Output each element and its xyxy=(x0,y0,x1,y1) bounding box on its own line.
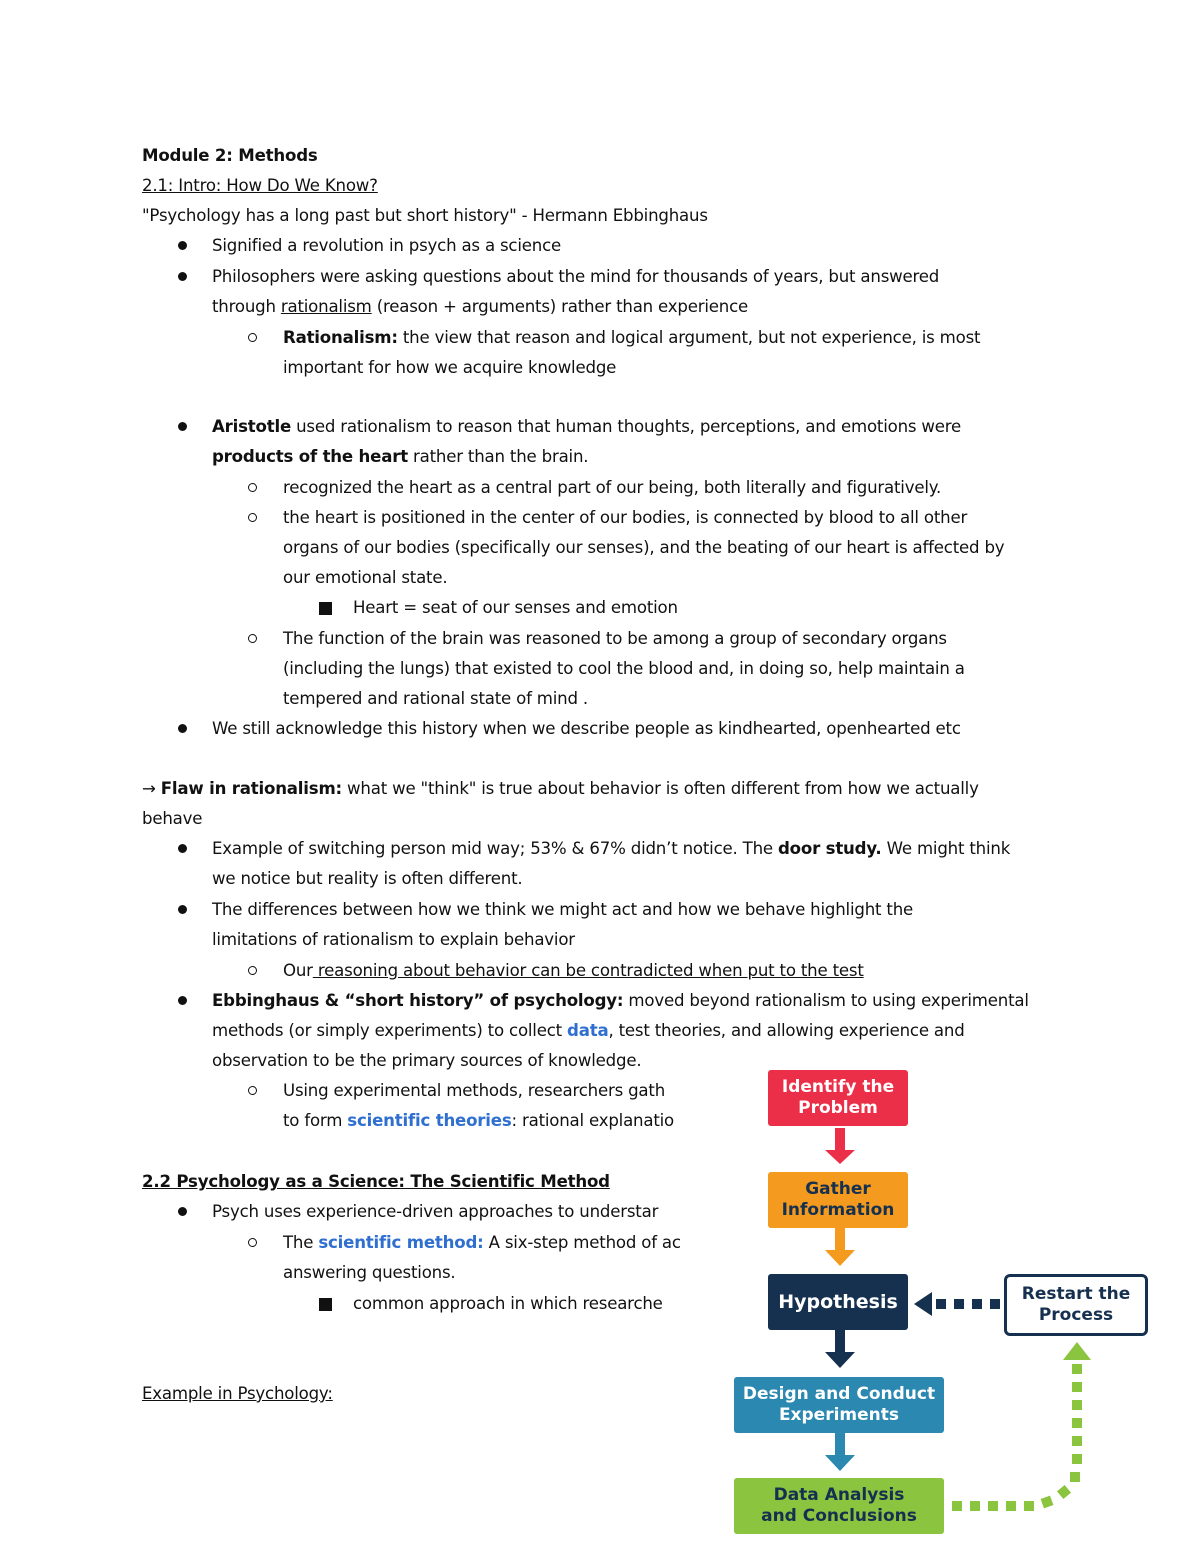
bullet-text xyxy=(212,839,1010,859)
text-span: the view that reason and logical argument, but not experience, is most xyxy=(397,328,981,347)
bullet-text: The differences between how we think we might act and how we behave highlight the xyxy=(212,900,914,919)
highlight-term: scientific theories xyxy=(347,1111,512,1130)
sub-bullet-circle xyxy=(248,1086,257,1095)
sub-bullet-text: Using experimental methods, researchers gath xyxy=(283,1081,666,1100)
text-span: what we "think" is true about behavior is often different from how we actually xyxy=(341,779,979,798)
sub-bullet-text: organs of our bodies (specifically our senses), and the beating of our heart is affected by xyxy=(283,538,1005,557)
text-span: used rationalism to reason that human thoughts, perceptions, and emotions were xyxy=(291,417,962,436)
underlined-text: reasoning about behavior can be contradicted when put to the test xyxy=(312,961,864,980)
section-heading-2-2: 2.2 Psychology as a Science: The Scientific Method xyxy=(142,1172,610,1191)
step-label: Design and Conduct xyxy=(742,1384,936,1404)
bullet-text: We still acknowledge this history when we describe people as kindhearted, openhearted etc xyxy=(212,719,961,738)
bullet-text xyxy=(212,447,588,467)
text-span: (reason + arguments) rather than experience xyxy=(371,297,749,316)
text-span: : rational explanatio xyxy=(511,1111,675,1130)
sub-bullet-text: the heart is positioned in the center of our bodies, is connected by blood to all other xyxy=(283,508,968,527)
bullet-dot xyxy=(178,844,187,853)
bullet-text: Psych uses experience-driven approaches to understar xyxy=(212,1202,659,1221)
bullet-text: limitations of rationalism to explain behavior xyxy=(212,930,575,949)
sub-bullet-circle xyxy=(248,483,257,492)
bullet-text xyxy=(212,991,1029,1011)
clipped-text-region xyxy=(140,1080,686,1330)
step-restart-process xyxy=(1004,1274,1148,1336)
text-span: We might think xyxy=(881,839,1011,858)
text-span: to form xyxy=(283,1111,348,1130)
section-heading-2-1: 2.1: Intro: How Do We Know? xyxy=(142,176,378,195)
step-label: Experiments xyxy=(778,1405,900,1425)
bullet-dot xyxy=(178,241,187,250)
sub-bullet-text: our emotional state. xyxy=(283,568,448,587)
highlight-term: data xyxy=(567,1021,609,1040)
text-span: rather than the brain. xyxy=(407,447,589,466)
bold-term: Aristotle xyxy=(212,417,291,436)
sub-sub-bullet-square xyxy=(319,1298,332,1311)
step-label: Gather xyxy=(805,1179,871,1199)
step-data-analysis-conclusions xyxy=(734,1478,944,1534)
step-label: Process xyxy=(1038,1305,1114,1325)
quote-line: "Psychology has a long past but short history" - Hermann Ebbinghaus xyxy=(142,206,708,225)
flaw-line xyxy=(142,779,979,799)
bullet-text xyxy=(212,297,748,317)
bullet-text: Signified a revolution in psych as a science xyxy=(212,236,562,255)
bullet-text: Philosophers were asking questions about the mind for thousands of years, but answered xyxy=(212,267,940,286)
text-span: through xyxy=(212,297,281,316)
bold-term: Rationalism: xyxy=(283,328,398,347)
bullet-text xyxy=(212,1021,965,1041)
sub-bullet-circle xyxy=(248,513,257,522)
arrow-up-dashed-green xyxy=(952,1342,1091,1511)
document-title: Module 2: Methods xyxy=(142,146,318,165)
step-label: Identify the xyxy=(781,1077,895,1097)
sub-bullet-text: (including the lungs) that existed to cool the blood and, in doing so, help maintain a xyxy=(283,659,965,678)
bullet-text xyxy=(212,417,961,437)
sub-bullet-circle xyxy=(248,966,257,975)
bullet-dot xyxy=(178,1207,187,1216)
bullet-dot xyxy=(178,724,187,733)
sub-bullet-circle xyxy=(248,634,257,643)
sub-bullet-text xyxy=(283,961,864,981)
flaw-line: behave xyxy=(142,809,203,828)
text-span: Our xyxy=(283,961,313,980)
text-span: Example of switching person mid way; 53% & 67% didn’t notice. The xyxy=(212,839,778,858)
sub-sub-bullet-text: common approach in which researche xyxy=(353,1294,663,1313)
step-label: Restart the xyxy=(1021,1284,1131,1304)
arrow-down-teal xyxy=(825,1433,855,1471)
sub-bullet-text xyxy=(283,1233,681,1253)
highlight-term: scientific method: xyxy=(318,1233,484,1252)
bullet-dot xyxy=(178,905,187,914)
step-label: Information xyxy=(781,1200,895,1220)
step-identify-problem xyxy=(768,1070,908,1126)
step-label: Data Analysis xyxy=(773,1485,905,1505)
sub-bullet-text: tempered and rational state of mind . xyxy=(283,689,588,708)
sub-bullet-text xyxy=(283,328,980,348)
bullet-text: we notice but reality is often different. xyxy=(212,869,523,888)
text-span: methods (or simply experiments) to collect xyxy=(212,1021,568,1040)
step-label: and Conclusions xyxy=(761,1506,917,1526)
arrow-left-dashed-navy xyxy=(914,1292,1000,1316)
text-span: moved beyond rationalism to using experimental xyxy=(623,991,1029,1010)
sub-bullet-text: important for how we acquire knowledge xyxy=(283,358,617,377)
bold-term: Ebbinghaus & “short history” of psychology: xyxy=(212,991,624,1010)
text-span: The xyxy=(283,1233,319,1252)
arrow-down-navy xyxy=(825,1330,855,1368)
sub-sub-bullet-text: Heart = seat of our senses and emotion xyxy=(353,598,678,617)
bullet-text: observation to be the primary sources of knowledge. xyxy=(212,1051,642,1070)
bullet-dot xyxy=(178,996,187,1005)
arrow-glyph: → xyxy=(142,779,161,798)
example-heading: Example in Psychology: xyxy=(142,1384,333,1403)
text-span: , test theories, and allowing experience and xyxy=(608,1021,965,1040)
arrow-down-orange xyxy=(825,1228,855,1266)
step-label: Hypothesis xyxy=(778,1290,898,1313)
step-design-conduct-experiments xyxy=(734,1377,944,1433)
bullet-dot xyxy=(178,422,187,431)
bold-term: door study. xyxy=(778,839,882,858)
underlined-term: rationalism xyxy=(280,297,372,316)
arrow-down-red xyxy=(825,1128,855,1164)
sub-bullet-text: recognized the heart as a central part of our being, both literally and figuratively. xyxy=(283,478,942,497)
sub-bullet-text: The function of the brain was reasoned to be among a group of secondary organs xyxy=(283,629,947,648)
sub-bullet-text xyxy=(283,1111,674,1131)
text-span: A six-step method of ac xyxy=(483,1233,681,1252)
sub-sub-bullet-square xyxy=(319,602,332,615)
bullet-dot xyxy=(178,272,187,281)
sub-bullet-text: answering questions. xyxy=(283,1263,456,1282)
sub-bullet-circle xyxy=(248,333,257,342)
sub-bullet-circle xyxy=(248,1238,257,1247)
bold-term: Flaw in rationalism: xyxy=(160,779,342,798)
step-gather-information xyxy=(768,1172,908,1228)
bold-term: products of the heart xyxy=(212,447,408,466)
step-label: Problem xyxy=(798,1098,878,1118)
step-hypothesis xyxy=(768,1274,908,1330)
